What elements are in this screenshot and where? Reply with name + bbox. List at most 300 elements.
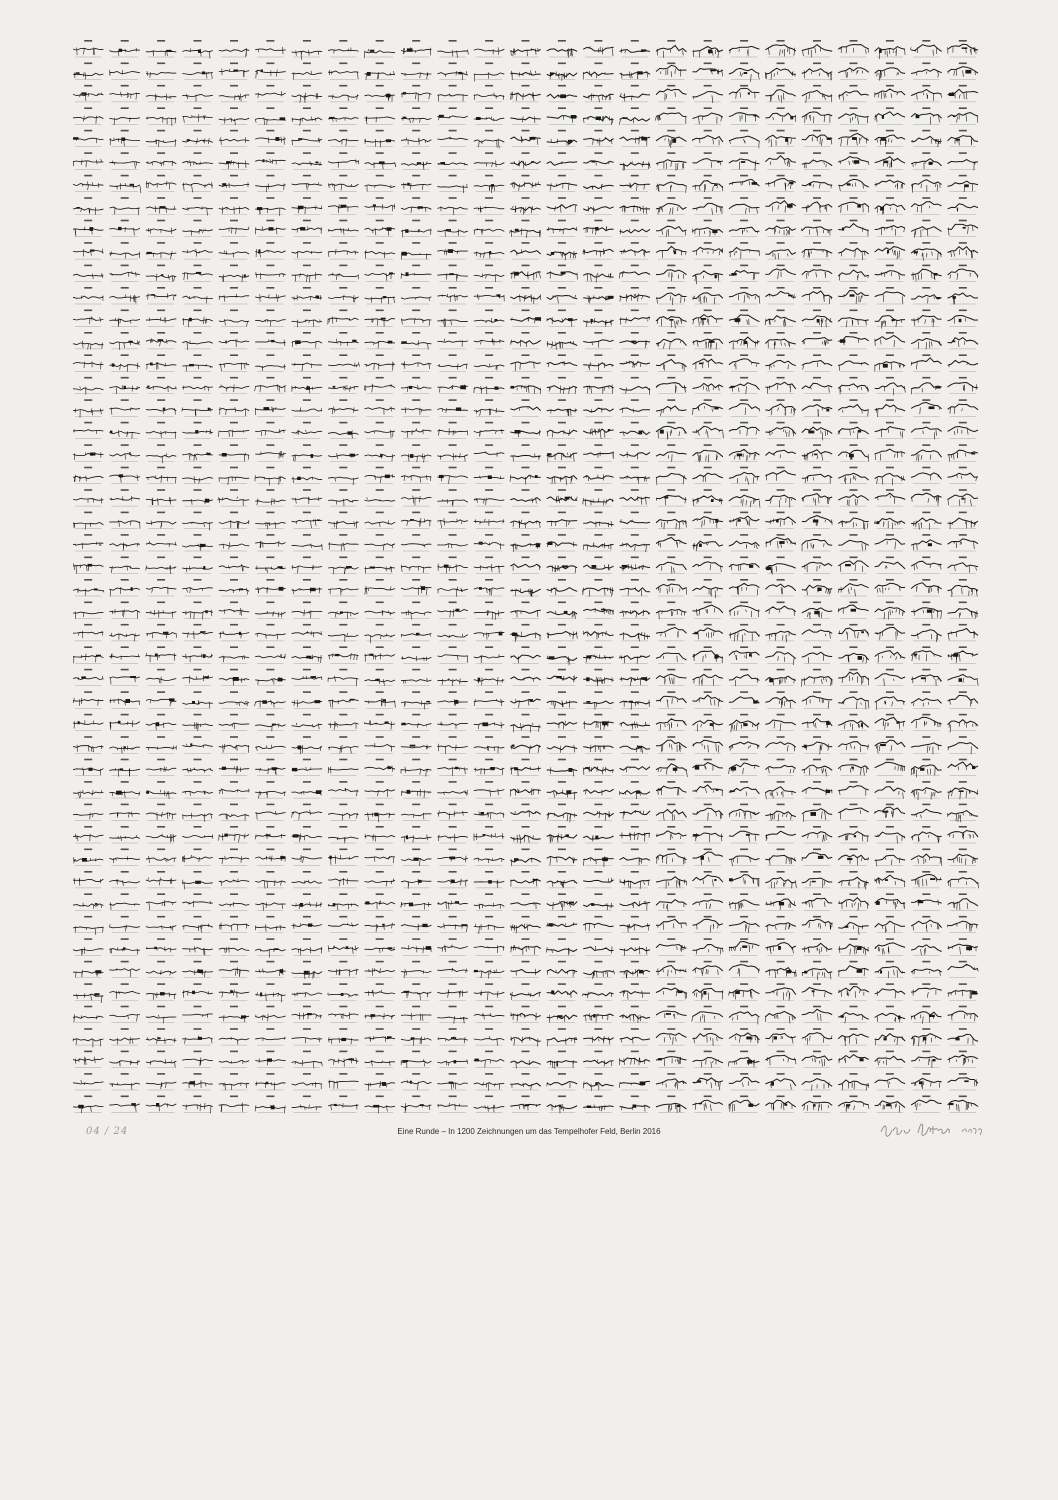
sketch-cell	[292, 557, 323, 574]
sketch-cell	[838, 736, 869, 753]
sketch-cell	[401, 1051, 431, 1068]
sketch-cell	[328, 961, 358, 978]
sketch-cell	[474, 1051, 505, 1068]
sketch-cell	[911, 444, 942, 461]
sketch-cell	[219, 399, 249, 416]
sketch-cell	[292, 691, 323, 708]
sketch-cell	[182, 332, 213, 350]
sketch-cell	[292, 1028, 323, 1045]
sketch-cell	[620, 849, 650, 866]
sketch-cell	[838, 152, 869, 169]
sketch-cell	[765, 242, 795, 259]
sketch-cell	[838, 579, 869, 596]
sketch-cell	[802, 938, 832, 955]
sketch-cell	[182, 781, 213, 798]
sketch-cell	[729, 242, 760, 259]
sketch-cell	[328, 512, 358, 529]
sketch-cell	[875, 175, 905, 192]
sketch-cell	[765, 804, 795, 822]
sketch-cell	[765, 534, 795, 551]
sketch-cell	[948, 377, 978, 394]
sketch-cell	[219, 557, 249, 574]
sketch-cell	[437, 759, 467, 776]
sketch-cell	[948, 40, 978, 57]
sketch-cell	[765, 1028, 795, 1045]
sketch-cell	[729, 85, 760, 102]
sketch-cell	[292, 714, 323, 731]
sketch-cell	[729, 197, 760, 214]
sketch-cell	[693, 871, 723, 888]
sketch-cell	[693, 826, 723, 843]
sketch-cell	[620, 983, 650, 1000]
sketch-cell	[911, 63, 942, 80]
sketch-cell	[73, 759, 103, 776]
sketch-cell	[73, 916, 103, 935]
sketch-cell	[911, 534, 942, 551]
sketch-cell	[875, 220, 905, 237]
sketch-cell	[510, 130, 540, 147]
sketch-cell	[911, 422, 942, 440]
sketch-cell	[365, 512, 396, 529]
sketch-cell	[292, 669, 323, 686]
sketch-cell	[146, 1073, 176, 1090]
sketch-cell	[911, 1006, 942, 1024]
sketch-cell	[255, 377, 286, 394]
sketch-cell	[292, 40, 323, 60]
sketch-cell	[109, 624, 139, 641]
sketch-cell	[146, 916, 176, 933]
sketch-cell	[182, 63, 213, 80]
sketch-cell	[73, 130, 103, 147]
sketch-cell	[292, 152, 323, 169]
sketch-cell	[802, 849, 832, 866]
sketch-cell	[219, 310, 249, 327]
sketch-cell	[73, 175, 103, 192]
sketch-cell	[656, 579, 687, 596]
sketch-cell	[365, 85, 396, 102]
sketch-cell	[328, 624, 358, 642]
sketch-cell	[365, 265, 396, 282]
sketch-cell	[437, 287, 467, 304]
sketch-cell	[328, 736, 358, 753]
sketch-cell	[838, 938, 869, 955]
sketch-cell	[583, 714, 613, 731]
sketch-cell	[692, 220, 723, 237]
sketch-cell	[838, 826, 869, 843]
sketch-cell	[547, 736, 578, 753]
sketch-cell	[838, 512, 869, 530]
sketch-cell	[729, 175, 760, 192]
sketch-cell	[948, 175, 978, 192]
sketch-cell	[838, 961, 869, 978]
sketch-cell	[656, 40, 687, 58]
sketch-cell	[474, 691, 505, 708]
sketch-cell	[875, 197, 905, 214]
sketch-cell	[292, 310, 323, 328]
sketch-cell	[328, 602, 358, 619]
sketch-cell	[365, 332, 396, 349]
sketch-cell	[693, 332, 723, 350]
sketch-cell	[365, 938, 396, 955]
sketch-cell	[255, 961, 285, 978]
sketch-cell	[656, 916, 687, 933]
sketch-cell	[693, 1051, 723, 1068]
sketch-cell	[146, 759, 176, 776]
sketch-cell	[875, 916, 905, 933]
sketch-cell	[911, 197, 942, 214]
sketch-cell	[911, 332, 942, 349]
sketch-cell	[656, 849, 687, 866]
sketch-cell	[182, 399, 213, 416]
sketch-cell	[365, 489, 396, 506]
sketch-cell	[437, 579, 467, 597]
sketch-cell	[365, 669, 396, 686]
sketch-cell	[146, 265, 176, 282]
sketch-cell	[328, 557, 358, 575]
sketch-cell	[510, 85, 540, 102]
sketch-cell	[547, 354, 578, 371]
sketch-cell	[182, 826, 213, 843]
sketch-cell	[146, 220, 176, 237]
sketch-cell	[656, 691, 687, 708]
sketch-cell	[547, 1073, 578, 1090]
sketch-cell	[620, 242, 650, 259]
sketch-cell	[255, 489, 285, 506]
sketch-cell	[656, 669, 687, 686]
sketch-cell	[656, 242, 687, 259]
sketch-cell	[73, 691, 103, 708]
sketch-cell	[474, 422, 505, 439]
sketch-cell	[765, 669, 795, 686]
sketch-cell	[765, 107, 795, 124]
sketch-cell	[583, 557, 613, 574]
sketch-cell	[401, 512, 431, 529]
sketch-cell	[546, 938, 577, 955]
sketch-cell	[219, 175, 249, 192]
sketch-cell	[583, 265, 613, 283]
sketch-cell	[109, 175, 140, 193]
sketch-cell	[802, 781, 832, 798]
sketch-cell	[474, 871, 505, 888]
sketch-cell	[765, 691, 795, 708]
sketch-cell	[838, 354, 869, 371]
sketch-cell	[620, 399, 650, 416]
sketch-cell	[437, 332, 467, 349]
sketch-cell	[838, 265, 869, 282]
sketch-cell	[838, 130, 869, 147]
sketch-cell	[911, 714, 942, 731]
sketch-cell	[109, 422, 139, 439]
sketch-cell	[802, 422, 832, 441]
sketch-cell	[109, 961, 139, 978]
sketch-cell	[182, 1006, 213, 1023]
sketch-cell	[948, 983, 978, 1000]
sketch-cell	[656, 354, 687, 371]
sketch-cell	[875, 152, 905, 169]
sketch-cell	[948, 220, 978, 237]
sketch-cell	[656, 983, 687, 1000]
sketch-cell	[948, 107, 978, 124]
sketch-cell	[109, 1028, 139, 1045]
sketch-cell	[510, 1006, 540, 1023]
sketch-cell	[182, 602, 213, 620]
sketch-cell	[109, 826, 139, 843]
sketch-cell	[219, 332, 249, 349]
sketch-cell	[182, 130, 213, 147]
sketch-cell	[365, 1051, 396, 1068]
sketch-cell	[583, 669, 613, 686]
sketch-cell	[219, 691, 249, 708]
sketch-cell	[802, 175, 832, 192]
sketch-cell	[109, 736, 139, 754]
sketch-cell	[948, 534, 978, 551]
sketch-cell	[292, 893, 323, 910]
sketch-cell	[255, 399, 285, 416]
sketch-cell	[802, 130, 832, 147]
sketch-cell	[838, 1051, 869, 1068]
sketch-cell	[693, 354, 723, 371]
sketch-cell	[109, 63, 139, 80]
sketch-cell	[765, 399, 795, 416]
sketch-cell	[146, 961, 176, 978]
sketch-cell	[328, 826, 358, 843]
sketch-cell	[182, 512, 213, 531]
sketch-cell	[365, 871, 396, 888]
sketch-cell	[474, 265, 505, 282]
sketch-cell	[146, 871, 176, 888]
sketch-cell	[146, 40, 176, 57]
sketch-cell	[328, 646, 358, 663]
sketch-cell	[693, 310, 723, 327]
sketch-cell	[838, 534, 869, 551]
sketch-cell	[437, 399, 467, 416]
sketch-cell	[255, 557, 285, 574]
sketch-cell	[292, 1006, 323, 1023]
sketch-cell	[73, 871, 103, 888]
sketch-cell	[765, 916, 795, 933]
sketch-cell	[765, 332, 795, 349]
sketch-cell	[474, 85, 505, 102]
sketch-cell	[437, 1006, 467, 1024]
sketch-cell	[911, 602, 942, 619]
sketch-cell	[911, 691, 942, 708]
sketch-cell	[401, 489, 431, 506]
sketch-cell	[547, 377, 578, 394]
sketch-cell	[802, 40, 832, 57]
sketch-cell	[765, 377, 795, 394]
sketch-cell	[656, 736, 687, 753]
sketch-cell	[292, 512, 323, 529]
sketch-cell	[328, 489, 358, 506]
sketch-cell	[583, 826, 613, 843]
sketch-cell	[948, 489, 978, 506]
sketch-cell	[73, 714, 103, 731]
sketch-cell	[547, 1028, 578, 1046]
sketch-cell	[875, 107, 905, 124]
sketch-cell	[109, 1006, 139, 1023]
sketch-cell	[802, 1051, 832, 1068]
sketch-cell	[510, 826, 540, 844]
sketch-cell	[656, 1051, 687, 1068]
sketch-cell	[365, 130, 396, 148]
sketch-cell	[765, 220, 795, 237]
sketch-cell	[911, 804, 942, 821]
sketch-cell	[401, 804, 431, 821]
sketch-cell	[911, 85, 942, 102]
sketch-cell	[875, 781, 905, 799]
sketch-cell	[838, 557, 869, 574]
sketch-cell	[109, 40, 139, 57]
sketch-cell	[401, 736, 431, 753]
sketch-cell	[365, 1006, 396, 1023]
sketch-cell	[474, 849, 505, 866]
sketch-cell	[547, 197, 578, 214]
sketch-cell	[437, 938, 467, 955]
sketch-cell	[328, 332, 358, 349]
sketch-grid-svg	[71, 36, 982, 1114]
sketch-cell	[182, 534, 213, 551]
sketch-cell	[583, 197, 613, 214]
sketch-cell	[802, 557, 832, 574]
sketch-cell	[219, 287, 249, 304]
sketch-cell	[73, 107, 103, 124]
sketch-cell	[875, 242, 905, 259]
sketch-cell	[73, 602, 103, 619]
sketch-cell	[401, 1073, 431, 1090]
sketch-cell	[729, 1028, 760, 1045]
sketch-cell	[292, 175, 323, 192]
sketch-cell	[656, 893, 687, 911]
sketch-cell	[729, 377, 760, 394]
sketch-cell	[146, 489, 176, 506]
sketch-cell	[911, 624, 942, 642]
sketch-cell	[219, 377, 249, 394]
sketch-cell	[182, 669, 213, 686]
sketch-cell	[292, 804, 323, 821]
sketch-cell	[255, 1006, 285, 1023]
sketch-cell	[802, 85, 832, 103]
sketch-cell	[401, 624, 431, 641]
sketch-cell	[401, 422, 431, 439]
sketch-cell	[109, 130, 139, 147]
sketch-cell	[255, 197, 285, 216]
sketch-cell	[474, 759, 505, 776]
sketch-cell	[437, 63, 467, 81]
sketch-cell	[73, 512, 103, 530]
sketch-cell	[729, 220, 760, 237]
sketch-cell	[802, 512, 832, 529]
sketch-cell	[328, 444, 358, 461]
sketch-cell	[255, 107, 285, 125]
sketch-cell	[437, 40, 468, 58]
sketch-cell	[73, 85, 103, 102]
sketch-cell	[182, 961, 213, 978]
sketch-cell	[474, 893, 505, 910]
sketch-cell	[510, 736, 540, 753]
sketch-cell	[474, 310, 505, 327]
sketch-cell	[437, 557, 467, 574]
sketch-cell	[109, 938, 139, 955]
sketch-cell	[146, 624, 177, 641]
sketch-cell	[255, 804, 285, 821]
sketch-cell	[510, 691, 540, 708]
sketch-cell	[620, 602, 650, 619]
sketch-cell	[729, 557, 760, 574]
sketch-cell	[437, 265, 467, 282]
sketch-cell	[182, 714, 213, 731]
sketch-cell	[510, 1073, 540, 1090]
sketch-cell	[547, 557, 578, 574]
sketch-cell	[146, 938, 176, 955]
sketch-cell	[474, 444, 505, 461]
sketch-cell	[437, 444, 467, 461]
sketch-cell	[474, 287, 505, 304]
sketch-cell	[948, 669, 979, 686]
sketch-cell	[656, 804, 687, 821]
sketch-cell	[219, 422, 250, 439]
sketch-cell	[73, 1073, 103, 1090]
sketch-cell	[802, 646, 832, 663]
sketch-cell	[219, 1073, 249, 1090]
sketch-cell	[729, 1073, 760, 1090]
sketch-cell	[437, 669, 467, 686]
sketch-cell	[182, 1028, 213, 1045]
sketch-cell	[838, 1028, 869, 1046]
sketch-cell	[911, 399, 942, 416]
sketch-cell	[510, 669, 540, 686]
sketch-cell	[73, 152, 103, 169]
sketch-cell	[547, 287, 578, 304]
sketch-cell	[693, 602, 723, 619]
sketch-cell	[109, 287, 139, 304]
sketch-cell	[729, 646, 760, 663]
sketch-cell	[73, 849, 103, 866]
sketch-cell	[146, 646, 177, 663]
sketch-cell	[219, 1051, 249, 1068]
sketch-cell	[656, 265, 687, 282]
sketch-cell	[437, 691, 467, 708]
sketch-cell	[838, 849, 869, 866]
sketch-cell	[437, 781, 467, 798]
sketch-cell	[292, 871, 323, 888]
sketch-cell	[219, 130, 249, 147]
sketch-cell	[292, 422, 323, 439]
sketch-cell	[219, 826, 250, 843]
sketch-cell	[437, 736, 467, 754]
sketch-cell	[510, 804, 540, 821]
sketch-cell	[693, 961, 723, 978]
sketch-cell	[73, 1006, 103, 1023]
sketch-cell	[510, 871, 540, 888]
sketch-cell	[109, 512, 140, 529]
sketch-cell	[401, 602, 431, 620]
sketch-cell	[73, 1051, 103, 1068]
sketch-cell	[219, 669, 249, 686]
sketch-cell	[510, 983, 540, 1000]
sketch-cell	[547, 399, 578, 416]
sketch-cell	[948, 422, 978, 439]
sketch-cell	[437, 197, 467, 215]
sketch-cell	[583, 85, 613, 102]
sketch-cell	[620, 557, 650, 574]
sketch-cell	[583, 489, 614, 506]
sketch-cell	[693, 557, 723, 574]
sketch-cell	[583, 354, 613, 371]
sketch-cell	[693, 377, 723, 394]
sketch-cell	[547, 1006, 578, 1023]
sketch-cell	[328, 175, 358, 192]
sketch-cell	[656, 714, 687, 731]
